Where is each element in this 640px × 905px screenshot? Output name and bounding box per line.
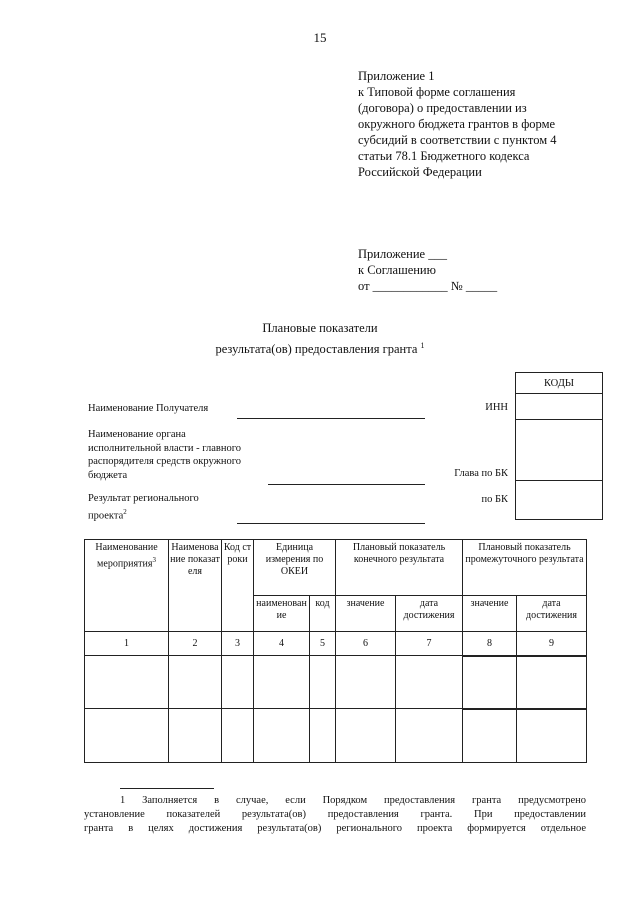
table-cell[interactable] <box>222 656 254 709</box>
project-result-label-line: Результат регионального <box>88 493 199 504</box>
table-cell[interactable] <box>336 656 396 709</box>
agreement-date-number: от ____________ № _____ <box>358 279 498 293</box>
column-number: 9 <box>517 632 587 656</box>
authority-label-line: исполнительной власти - главного <box>88 442 242 454</box>
by-bk-code-cell[interactable] <box>516 481 603 520</box>
appendix-header-line: статьи 78.1 Бюджетного кодекса <box>358 149 530 163</box>
table-cell-split <box>517 656 587 709</box>
agreement-label: к Соглашению <box>358 263 436 277</box>
authority-label-line: распорядителя средств окружного <box>88 456 242 467</box>
footnote-separator <box>120 788 214 789</box>
inn-code-cell[interactable] <box>516 394 603 420</box>
table-cell[interactable] <box>396 709 463 763</box>
table-cell-split <box>517 709 587 763</box>
header-unit-code: код <box>310 596 336 632</box>
column-number: 5 <box>310 632 336 656</box>
authority-input-line[interactable] <box>268 484 425 485</box>
column-number: 4 <box>254 632 310 656</box>
authority-label <box>88 428 241 482</box>
header-final-group: Плановый показатель конечного результата <box>336 540 463 596</box>
table-cell-split <box>463 656 517 709</box>
table-row <box>85 656 587 709</box>
column-number: 2 <box>169 632 222 656</box>
project-result-label-text: проекта <box>88 510 124 521</box>
header-event-name <box>85 540 169 632</box>
recipient-input-line[interactable] <box>237 418 425 419</box>
appendix-header-line: окружного бюджета грантов в форме <box>358 117 556 131</box>
table-cell[interactable] <box>254 656 310 709</box>
title-footnote-mark: 1 <box>420 341 425 350</box>
appendix-header-line: Приложение 1 <box>358 69 435 83</box>
column-number-row <box>85 632 587 656</box>
header-interim-group: Плановый показатель промежуточного результата <box>463 540 587 596</box>
appendix-header-line: Российской Федерации <box>358 165 482 179</box>
table-cell[interactable] <box>169 709 222 763</box>
codes-table <box>515 372 603 520</box>
project-result-input-line[interactable] <box>237 523 425 524</box>
title-line-2-text: результата(ов) предоставления гранта <box>215 342 418 357</box>
appendix-header-line: субсидий в соответствии с пунктом 4 <box>358 133 557 147</box>
chapter-bk-label: Глава по БК <box>454 468 508 479</box>
agreement-appendix-number: Приложение ___ <box>358 247 447 261</box>
project-result-label-line-2 <box>88 506 199 523</box>
footnote <box>84 794 586 836</box>
header-indicator-name: Наименование показателя <box>169 540 222 632</box>
footnote-line: установление показателей результата(ов) предоставления гранта. При предоставлении <box>84 809 586 820</box>
header-final-value: значение <box>336 596 396 632</box>
header-event-name-text: Наименование мероприятия <box>95 542 158 570</box>
table-cell[interactable] <box>396 656 463 709</box>
table-header-row <box>85 540 587 596</box>
column-number: 1 <box>85 632 169 656</box>
header-interim-value: значение <box>463 596 517 632</box>
by-bk-label: по БК <box>481 494 508 505</box>
table-cell[interactable] <box>254 709 310 763</box>
header-final-date: дата достижения <box>396 596 463 632</box>
table-cell[interactable] <box>336 709 396 763</box>
column-number: 7 <box>396 632 463 656</box>
table-subcell[interactable] <box>463 656 516 657</box>
column-number: 8 <box>463 632 517 656</box>
footnote-line: гранта в целях достижения результата(ов) регионального проекта формируется отдельное <box>84 823 586 834</box>
table-subcell[interactable] <box>517 656 586 657</box>
header-row-code: Код строки <box>222 540 254 632</box>
column-number: 3 <box>222 632 254 656</box>
recipient-label: Наименование Получателя <box>88 403 209 414</box>
table-cell[interactable] <box>222 709 254 763</box>
table-cell[interactable] <box>169 656 222 709</box>
table-subcell[interactable] <box>517 709 586 710</box>
page-number: 15 <box>313 30 327 45</box>
table-cell[interactable] <box>310 656 336 709</box>
header-event-footnote-mark: 3 <box>152 556 156 564</box>
authority-label-line: бюджета <box>88 469 128 481</box>
table-cell[interactable] <box>310 709 336 763</box>
header-unit-group: Единица измерения по ОКЕИ <box>254 540 336 596</box>
header-interim-date: дата достижения <box>517 596 587 632</box>
project-result-footnote-mark: 2 <box>123 507 127 516</box>
appendix-header-line: к Типовой форме соглашения <box>358 85 516 99</box>
appendix-header <box>358 68 608 180</box>
table-subcell[interactable] <box>463 709 516 710</box>
table-cell-split <box>463 709 517 763</box>
chapter-bk-code-cell[interactable] <box>516 420 603 481</box>
table-cell[interactable] <box>85 656 169 709</box>
column-number: 6 <box>336 632 396 656</box>
agreement-reference <box>358 246 598 294</box>
inn-label: ИНН <box>485 402 508 413</box>
codes-header: КОДЫ <box>516 373 603 394</box>
table-cell[interactable] <box>85 709 169 763</box>
indicators-table <box>84 539 587 763</box>
authority-label-line: Наименование органа <box>88 429 186 440</box>
appendix-header-line: (договора) о предоставлении из <box>358 101 527 115</box>
header-unit-name: наименование <box>254 596 310 632</box>
project-result-label <box>88 492 199 523</box>
document-title <box>0 320 640 358</box>
table-row <box>85 709 587 763</box>
title-line-1: Плановые показатели <box>262 321 378 335</box>
title-line-2 <box>0 337 640 358</box>
footnote-line: 1 Заполняется в случае, если Порядком предоставления гранта предусмотрено <box>120 795 586 806</box>
